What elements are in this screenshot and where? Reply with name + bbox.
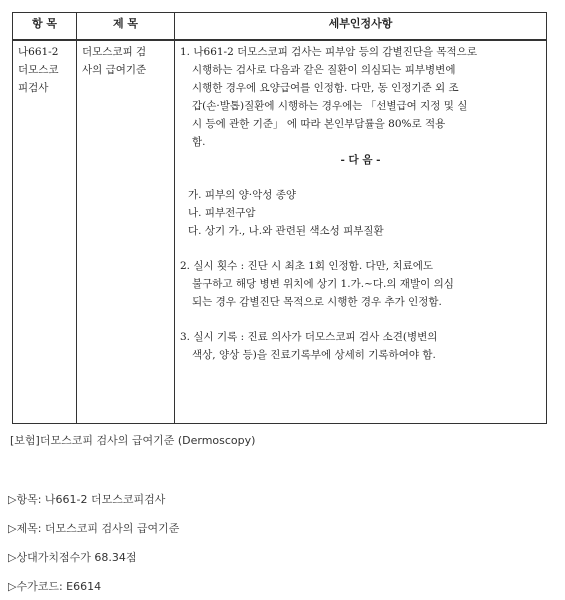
section-3-number: 3. [180, 331, 191, 343]
item-line: 나661-2 [18, 46, 59, 58]
center-heading: - 다 음 - [340, 154, 381, 166]
title-line: 사의 급여기준 [82, 64, 147, 76]
info-value: 상대가치점수가 68.34점 [16, 551, 137, 564]
list-item: 다. 상기 가., 나.와 관련된 색소성 피부질환 [188, 225, 384, 237]
info-label: ▷항목: [8, 493, 45, 506]
info-value: E6614 [66, 580, 102, 593]
section-1-line: 함. [192, 136, 206, 148]
section-2-line: 실시 횟수 : 진단 시 최초 1회 인정함. 다만, 치료에도 [193, 260, 434, 272]
section-1-line: 시행하는 검사로 다음과 같은 질환이 의심되는 피부병변에 [192, 64, 456, 76]
section-3 [180, 328, 541, 364]
info-label: ▷수가코드: [8, 580, 67, 593]
item-line: 피검사 [18, 82, 49, 94]
section-1-line: 시 등에 관한 기준」 에 따라 본인부담률을 80%로 적용 [192, 118, 446, 130]
info-label: ▷ [8, 551, 17, 564]
list-item: 가. 피부의 양·악성 종양 [188, 189, 296, 201]
table-body-row [13, 40, 547, 424]
item-line: 더모스코 [18, 64, 59, 76]
section-1-line: 나661-2 더모스코피 검사는 피부암 등의 감별진단을 목적으로 [193, 46, 477, 58]
section-3-line: 색상, 양상 등)을 진료기록부에 상세히 기록하여야 함. [192, 349, 436, 361]
image-caption: [보험]더모스코피 검사의 급여기준 (Dermoscopy) [10, 434, 256, 447]
section-1-line: 시행한 경우에 요양급여를 인정함. 다만, 동 인정기준 외 조 [192, 82, 459, 94]
section-2-line: 불구하고 해당 병변 위치에 상기 1.가.~다.의 재발이 의심 [192, 278, 454, 290]
coverage-criteria-table [12, 12, 547, 424]
info-value: 더모스코피 검사의 급여기준 [44, 522, 180, 535]
section-2 [180, 257, 541, 311]
section-1 [180, 43, 541, 151]
header-details: 세부인정사항 [175, 13, 547, 41]
info-item [8, 491, 165, 507]
info-relative-value [8, 549, 136, 565]
section-2-number: 2. [180, 260, 191, 272]
info-title [8, 520, 179, 536]
info-value: 나661-2 더모스코피검사 [44, 493, 166, 506]
title-cell [77, 40, 175, 424]
title-line: 더모스코피 검 [82, 46, 147, 58]
details-cell [175, 40, 547, 424]
list-item: 나. 피부전구암 [188, 207, 256, 219]
info-label: ▷제목: [8, 522, 45, 535]
section-1-line: 갑(손·발톱)질환에 시행하는 경우에는 「선별급여 지정 및 실 [192, 100, 468, 112]
table-header-row [13, 13, 547, 41]
section-1-number: 1. [180, 46, 191, 58]
section-3-line: 실시 기록 : 진료 의사가 더모스코피 검사 소견(병변의 [193, 331, 438, 343]
header-item: 항 목 [13, 13, 77, 41]
section-2-line: 되는 경우 감별진단 목적으로 시행한 경우 추가 인정함. [192, 296, 442, 308]
item-cell [13, 40, 77, 424]
info-fee-code [8, 578, 101, 594]
header-title: 제 목 [77, 13, 175, 41]
